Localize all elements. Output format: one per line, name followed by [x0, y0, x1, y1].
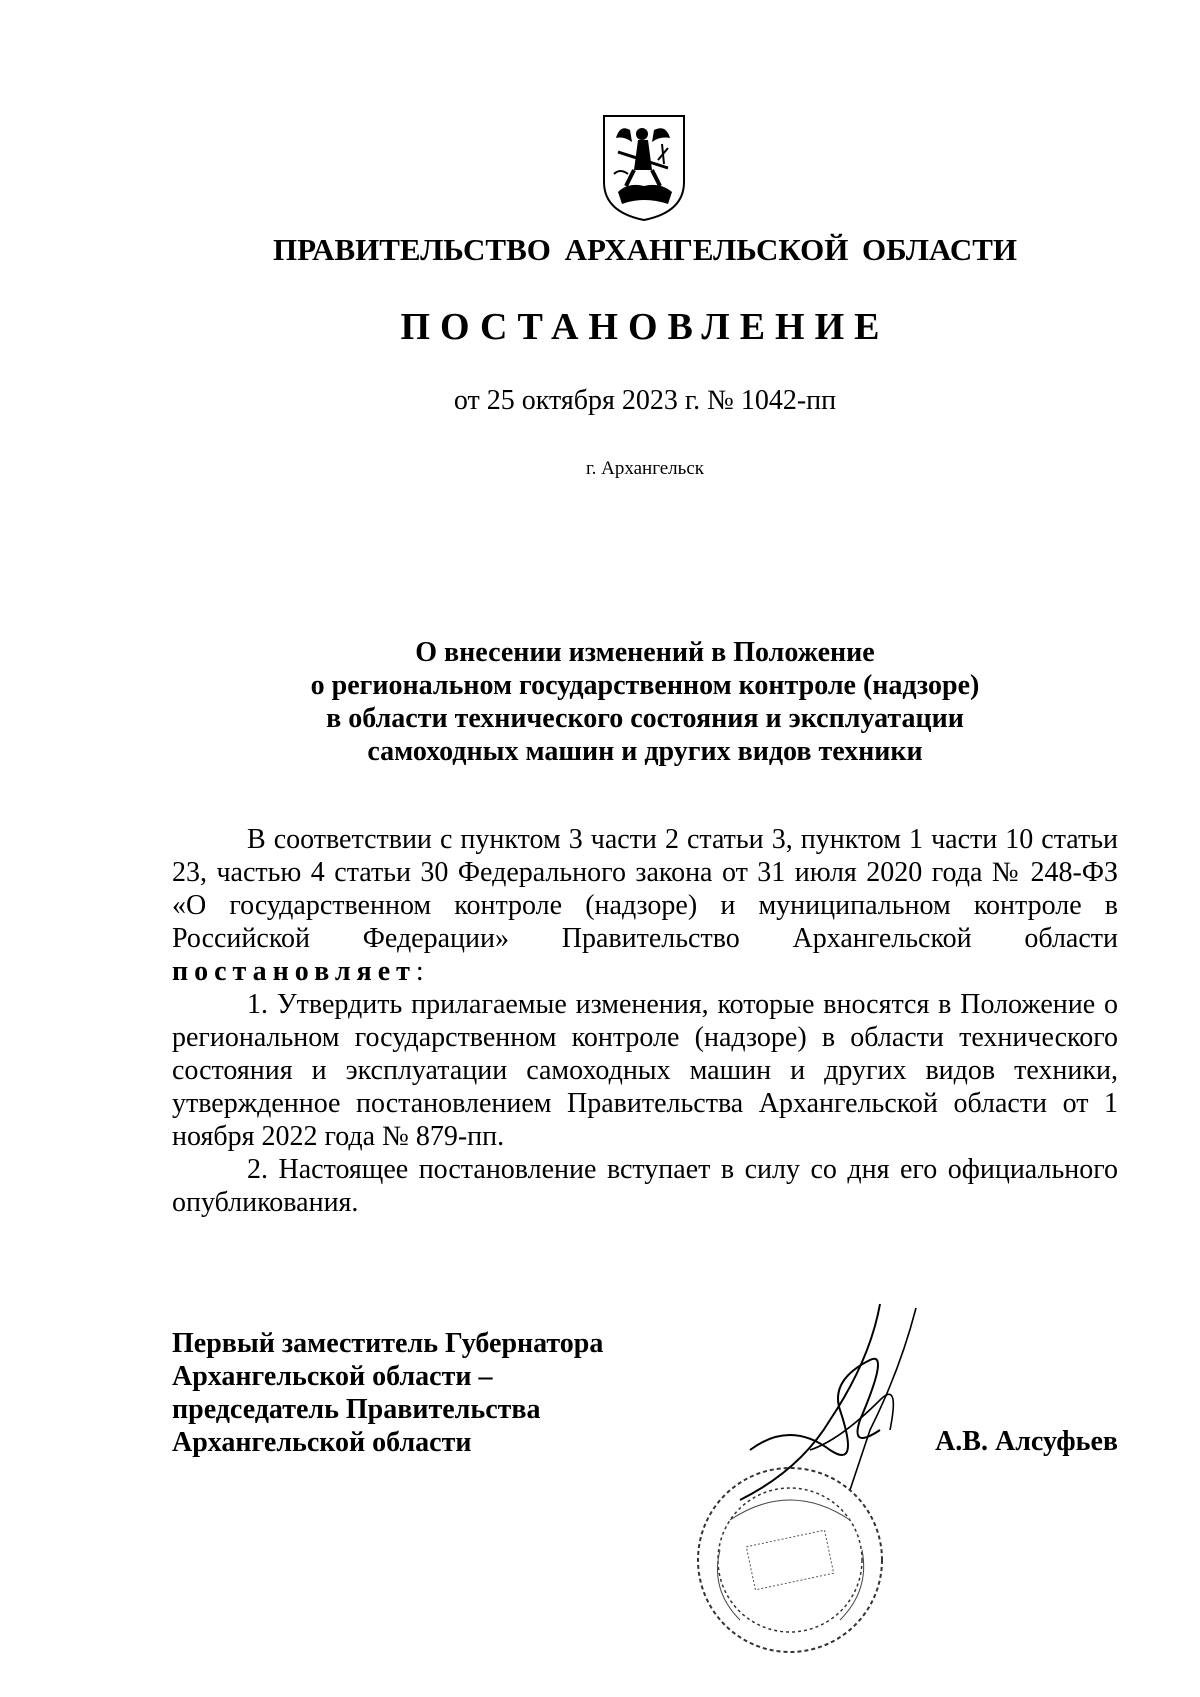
government-name: ПРАВИТЕЛЬСТВО АРХАНГЕЛЬСКОЙ ОБЛАСТИ — [272, 232, 1018, 267]
preamble-paragraph — [172, 823, 1118, 988]
position-line: председатель Правительства — [172, 1394, 541, 1425]
document-type-title: ПОСТАНОВЛЕНИЕ — [400, 306, 890, 348]
arkhangelsk-coat-of-arms-icon — [598, 112, 690, 224]
subject-line: самоходных машин и других видов техники — [367, 736, 923, 767]
decides-colon: : — [415, 956, 424, 987]
round-seal-stamp-icon — [690, 1460, 890, 1660]
document-body — [172, 823, 1118, 1219]
subject-line: о региональном государственном контроле (надзоре) — [310, 670, 980, 701]
date-and-number: от 25 октября 2023 г. № 1042-пп — [453, 385, 837, 416]
position-line: Архангельской области – — [172, 1361, 493, 1392]
position-line: Первый заместитель Губернатора — [172, 1328, 604, 1359]
subject-line: О внесении изменений в Положение — [415, 637, 875, 668]
decides-word: постановляет — [172, 956, 416, 987]
item-2-paragraph: 2. Настоящее постановление вступает в силу со дня его официального опубликования. — [172, 1154, 1118, 1218]
position-line: Архангельской области — [172, 1427, 472, 1458]
signatory-position — [172, 1327, 603, 1459]
preamble-text: В соответствии с пунктом 3 части 2 статьи 3, пунктом 1 части 10 статьи 23, частью 4 статьи 30 Федерального закона от 31 июля 2020 года № 248-ФЗ «О государственном контроле (надзоре) и муниципальном контроле в Российской Федерации» Правительство Архангельской области — [172, 824, 1118, 954]
signatory-name: А.В. Алсуфьев — [935, 1426, 1118, 1457]
item-1-paragraph: 1. Утвердить прилагаемые изменения, которые вносятся в Положение о региональном государственном контроле (надзоре) в области технического состояния и эксплуатации самоходных машин и других видов техники, утвержденное постановлением Правительства Архангельской области от 1 ноября 2022 года № 879-пп. — [172, 989, 1118, 1152]
document-subject — [0, 636, 1200, 768]
city-line: г. Архангельск — [585, 458, 704, 479]
subject-line: в области технического состояния и эксплуатации — [326, 703, 964, 734]
